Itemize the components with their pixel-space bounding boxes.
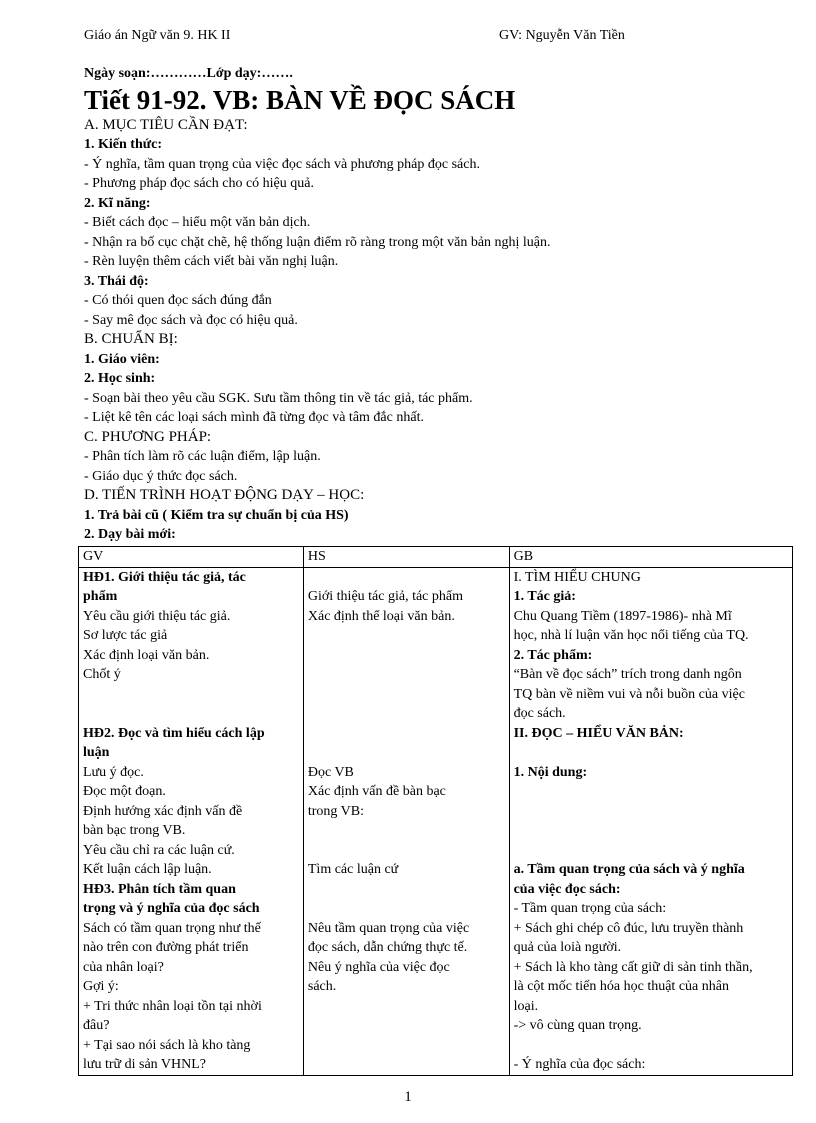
body-line: 1. Trả bài cũ ( Kiểm tra sự chuẩn bị của HS) [84, 507, 349, 523]
cell-line: Xác định thể loại văn bản. [307, 608, 455, 624]
cell-line [308, 704, 505, 724]
cell-line: Xác định vấn đề bàn bạc [307, 784, 446, 799]
date-class-line: Ngày soạn:…………Lớp dạy:……. [84, 66, 293, 81]
cell-line [308, 626, 505, 646]
cell-line: + Sách ghi chép cô đúc, lưu truyền thành [513, 920, 744, 936]
cell-line: Nêu tầm quan trọng của việc [307, 920, 470, 936]
body-line: - Soạn bài theo yêu cầu SGK. Sưu tầm thông tin về tác giả, tác phẩm. [84, 390, 473, 406]
cell-line: HĐ1. Giới thiệu tác giả, tác [83, 569, 246, 585]
body-line: - Phương pháp đọc sách cho có hiệu quả. [84, 176, 314, 191]
cell-line: - Tầm quan trọng của sách: [513, 901, 667, 916]
header-gv: GV [79, 547, 304, 568]
cell-line: Chu Quang Tiềm (1897-1986)- nhà Mĩ [513, 608, 732, 624]
body-line: - Ý nghĩa, tầm quan trọng của việc đọc sách và phương pháp đọc sách. [84, 156, 480, 172]
cell-line: 1. Tác giả: [513, 589, 576, 604]
cell-line: nào trên con đường phát triển [83, 940, 249, 955]
body-line: 1. Giáo viên: [84, 351, 160, 367]
body-line: 3. Thái độ: [84, 273, 149, 289]
header-teacher: GV: Nguyễn Văn Tiền [499, 28, 625, 43]
cell-line [514, 841, 788, 861]
cell-line: - Ý nghĩa của đọc sách: [513, 1057, 646, 1072]
cell-line [514, 1036, 788, 1056]
cell-line: học, nhà lí luận văn học nổi tiếng của TQ. [513, 628, 749, 643]
cell-line: Định hướng xác định vấn đề [83, 803, 243, 819]
cell-line: phẩm [83, 589, 118, 604]
cell-gv [79, 567, 304, 1075]
body-line: C. PHƯƠNG PHÁP: [84, 428, 212, 445]
cell-line: + Tại sao nói sách là kho tàng [83, 1037, 251, 1053]
cell-gb [509, 567, 792, 1075]
cell-line: Đọc một đoạn. [83, 784, 166, 799]
cell-line [514, 782, 788, 802]
lesson-plan-table [78, 546, 793, 1076]
cell-line [308, 665, 505, 685]
cell-line: Yêu cầu chỉ ra các luận cứ. [83, 842, 235, 858]
cell-line: TQ bàn về niềm vui và nỗi buồn của việc [513, 686, 745, 702]
cell-line [514, 802, 788, 822]
cell-line [308, 724, 505, 744]
cell-line: Xác định loại văn bản. [83, 647, 210, 663]
cell-line: 2. Tác phẩm: [513, 647, 593, 663]
cell-line [514, 821, 788, 841]
cell-line: sách. [307, 979, 337, 994]
cell-line [308, 743, 505, 763]
page-header [84, 28, 732, 48]
cell-line: của việc đọc sách: [513, 881, 621, 897]
body-line: B. CHUẨN BỊ: [84, 331, 178, 347]
cell-line: I. TÌM HIỂU CHUNG [513, 569, 641, 585]
body-line: 2. Kĩ năng: [84, 195, 151, 211]
body-line: 2. Học sinh: [84, 371, 156, 386]
cell-line: Kết luận cách lập luận. [83, 862, 212, 877]
cell-line: của nhân loại? [83, 959, 164, 975]
cell-line: HĐ3. Phân tích tầm quan [83, 881, 236, 897]
cell-line: đọc sách. [513, 706, 566, 721]
cell-line: Sách có tầm quan trọng như thế [83, 920, 261, 936]
body-line: 2. Dạy bài mới: [84, 527, 176, 542]
lesson-body [84, 116, 794, 545]
cell-line: Đọc VB [307, 764, 354, 780]
cell-line: HĐ2. Đọc và tìm hiểu cách lập [83, 725, 265, 741]
cell-line: Giới thiệu tác giả, tác phẩm [307, 589, 464, 604]
cell-line: đọc sách, dẫn chứng thực tế. [307, 940, 468, 955]
cell-line [308, 880, 505, 900]
cell-line [83, 685, 299, 705]
body-line: A. MỤC TIÊU CẦN ĐẠT: [84, 116, 248, 133]
body-line: - Phân tích làm rõ các luận điểm, lập luận. [84, 449, 321, 464]
cell-line: trong VB: [307, 803, 365, 819]
body-line: D. TIẾN TRÌNH HOẠT ĐỘNG DẠY – HỌC: [84, 487, 365, 503]
cell-hs [303, 567, 509, 1075]
cell-line [83, 704, 299, 724]
cell-line: đâu? [83, 1018, 110, 1033]
cell-line: Tìm các luận cứ [307, 862, 399, 877]
header-hs: HS [303, 547, 509, 568]
body-line: - Liệt kê tên các loại sách mình đã từng đọc và tâm đắc nhất. [84, 410, 424, 425]
lesson-content [84, 64, 794, 545]
cell-line: 1. Nội dung: [513, 764, 588, 780]
body-line: - Rèn luyện thêm cách viết bài văn nghị luận. [84, 254, 339, 269]
cell-line [308, 899, 505, 919]
cell-line: + Tri thức nhân loại tồn tại nhời [83, 998, 262, 1014]
cell-line: Gợi ý: [83, 979, 119, 994]
cell-line: a. Tầm quan trọng của sách và ý nghĩa [513, 862, 745, 877]
body-line: 1. Kiến thức: [84, 137, 163, 152]
table-header-row [79, 547, 793, 568]
cell-line [308, 568, 505, 588]
page-number: 1 [404, 1089, 412, 1105]
body-line: - Say mê đọc sách và đọc có hiệu quả. [84, 312, 298, 328]
body-line: - Nhận ra bố cục chặt chẽ, hệ thống luận điểm rõ ràng trong một văn bản nghị luận. [84, 234, 551, 250]
cell-line: lưu trữ di sản VHNL? [83, 1057, 207, 1072]
cell-line: loại. [513, 998, 539, 1014]
cell-line: trọng và ý nghĩa của đọc sách [83, 901, 260, 916]
header-gb: GB [509, 547, 792, 568]
cell-line: là cột mốc tiến hóa học thuật của nhân [513, 979, 729, 994]
lesson-title: Tiết 91-92. VB: BÀN VỀ ĐỌC SÁCH [84, 84, 516, 115]
cell-line: “Bàn về đọc sách” trích trong danh ngôn [513, 667, 742, 682]
cell-line: luận [83, 745, 110, 760]
cell-line: Chốt ý [83, 667, 121, 682]
cell-line: Lưu ý đọc. [83, 764, 144, 780]
cell-line [308, 685, 505, 705]
cell-line: Sơ lược tác giả [83, 628, 168, 643]
cell-line: II. ĐỌC – HIỂU VĂN BẢN: [513, 725, 684, 741]
body-line: - Giáo dục ý thức đọc sách. [84, 468, 238, 484]
header-course: Giáo án Ngữ văn 9. HK II [84, 28, 231, 43]
cell-line: bàn bạc trong VB. [83, 823, 186, 838]
cell-line: + Sách là kho tàng cất giữ di sản tinh thần, [513, 959, 753, 975]
cell-line: quả của loià người. [513, 940, 622, 955]
cell-line [308, 841, 505, 861]
cell-line: -> vô cùng quan trọng. [513, 1018, 642, 1033]
table-row [79, 567, 793, 1075]
cell-line [514, 743, 788, 763]
cell-line: Yêu cầu giới thiệu tác giả. [83, 608, 231, 624]
cell-line [308, 646, 505, 666]
cell-line: Nêu ý nghĩa của việc đọc [307, 959, 450, 975]
body-line: - Có thói quen đọc sách đúng đắn [84, 293, 272, 308]
cell-line [308, 821, 505, 841]
body-line: - Biết cách đọc – hiểu một văn bản dịch. [84, 215, 311, 230]
